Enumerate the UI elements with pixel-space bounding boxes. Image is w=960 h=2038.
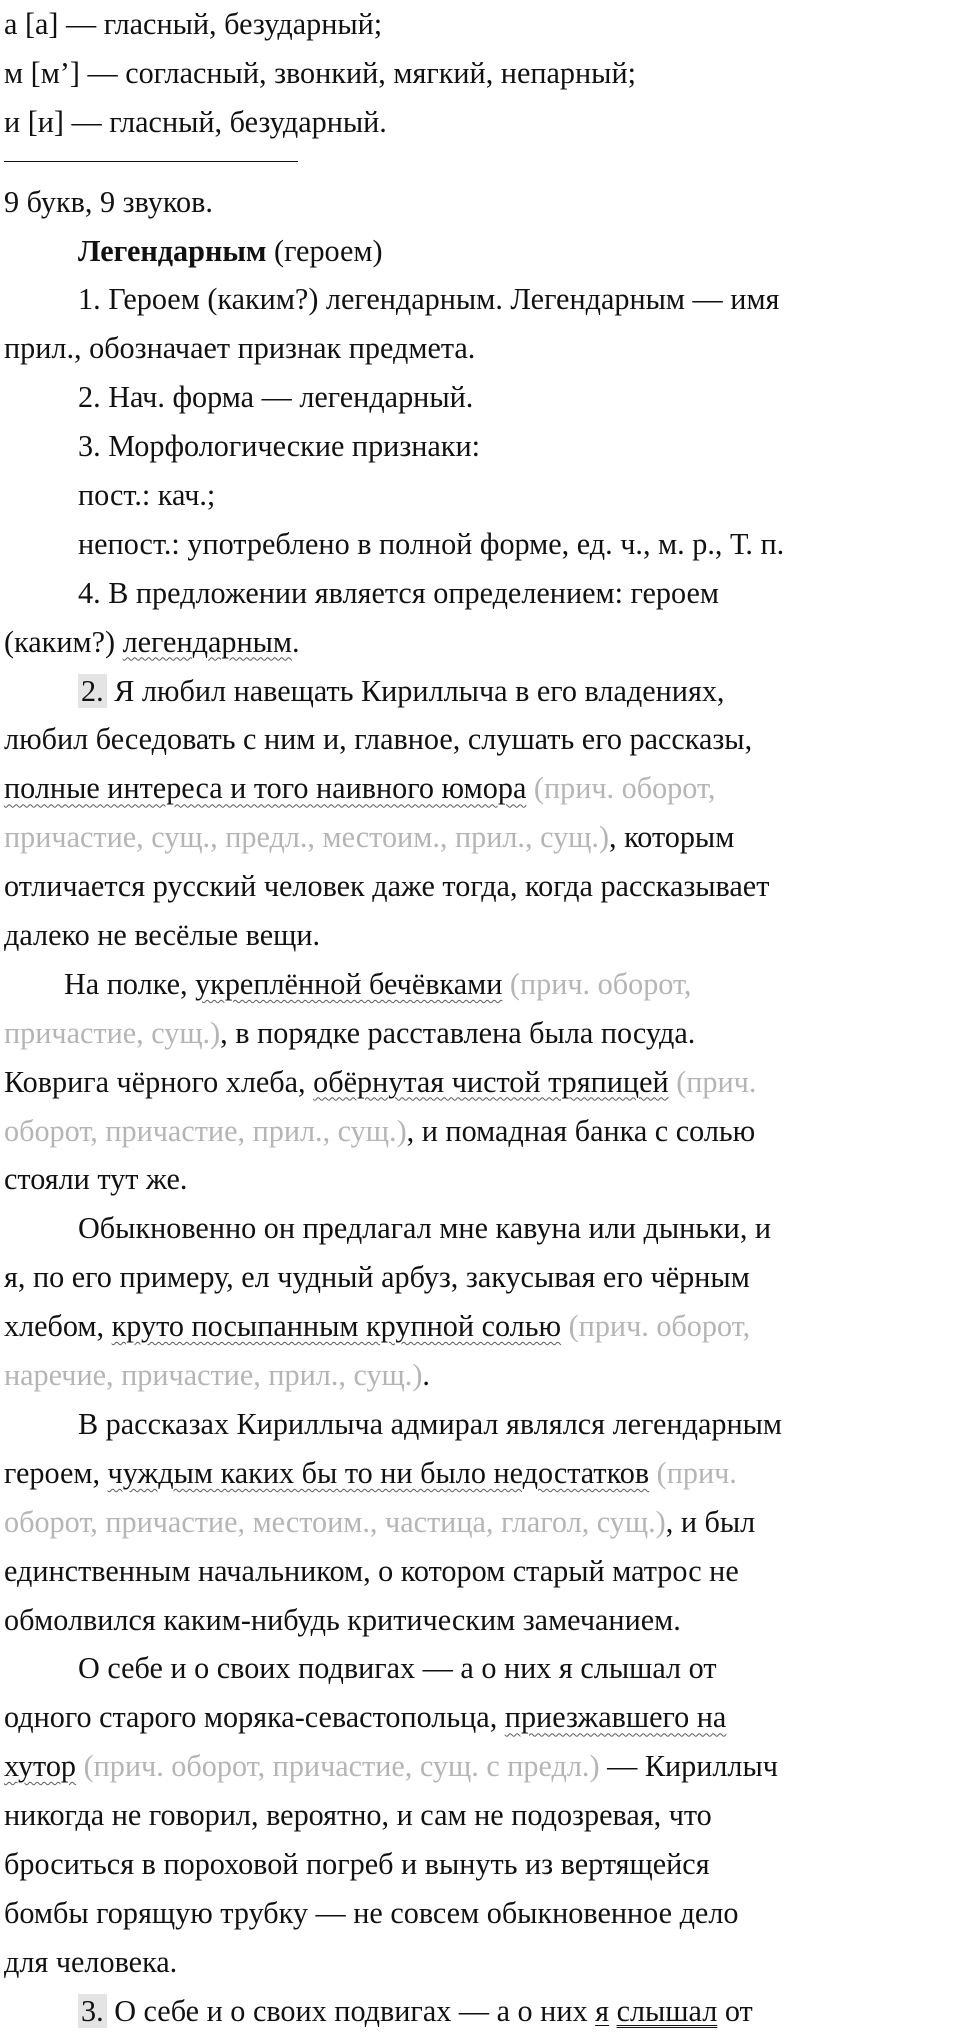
text xyxy=(609,1994,617,2028)
task3-line xyxy=(4,1987,954,2036)
grammar-note: наречие, причастие, прил., сущ.) xyxy=(4,1358,423,1393)
text: (каким?) xyxy=(4,624,123,659)
parse-step-1-cont: прил., обозначает признак предмета. xyxy=(4,331,476,366)
text: , которым xyxy=(609,820,735,855)
task2-p5-line: бомбы горящую трубку — не совсем обыкновенное дело xyxy=(4,1895,739,1930)
text: Коврига чёрного хлеба, xyxy=(4,1064,314,1099)
document-page xyxy=(4,0,954,2036)
text: . xyxy=(422,1358,430,1393)
task2-p1-line xyxy=(4,667,954,716)
task2-p1-line: далеко не весёлые вещи. xyxy=(4,918,321,953)
text: , и был xyxy=(665,1504,756,1539)
constant-features: пост.: кач.; xyxy=(78,478,216,513)
phonetic-analysis xyxy=(4,0,954,147)
task2-p5-line: О себе и о своих подвигах — а о них я слышал от xyxy=(78,1651,717,1686)
task2-p3-line: я, по его примеру, ел чудный арбуз, закусывая его чёрным xyxy=(4,1260,750,1295)
attribute-underlined: легендарным xyxy=(122,624,292,659)
subject-underlined: я xyxy=(595,1993,610,2028)
task-2 xyxy=(4,667,954,1987)
text: Я любил навещать Кириллыча в его владениях, xyxy=(106,673,725,708)
participle-phrase: чуждым каких бы то ни было недостатков xyxy=(107,1455,650,1490)
task2-p4-line: обмолвился каким-нибудь критическим замечанием. xyxy=(4,1602,681,1637)
grammar-note: (прич. оборот, причастие, сущ. с предл.) xyxy=(76,1749,600,1784)
text: . xyxy=(292,624,300,659)
participle-phrase: хутор xyxy=(4,1749,77,1784)
parse-step-4-cont xyxy=(4,618,954,667)
predicate-underlined: слышал xyxy=(616,1993,718,2028)
text: от xyxy=(717,1993,753,2028)
text: О себе и о своих подвигах — а о них xyxy=(106,1993,596,2028)
grammar-note: (прич. xyxy=(649,1455,737,1490)
task2-p4-line: В рассказах Кириллыча адмирал являлся легендарным xyxy=(78,1406,782,1441)
parse-step-2: 2. Нач. форма — легендарный. xyxy=(78,380,474,415)
task2-p2-line: стояли тут же. xyxy=(4,1162,188,1197)
task2-p5-line: для человека. xyxy=(4,1944,178,1979)
task2-p3-line xyxy=(4,1351,954,1400)
participle-phrase: приезжавшего на xyxy=(504,1700,727,1735)
phonetic-line: м [м’] — согласный, звонкий, мягкий, непарный; xyxy=(4,55,636,90)
grammar-note: причастие, сущ.) xyxy=(4,1015,221,1050)
task2-p1-line: любил беседовать с ним и, главное, слушать его рассказы, xyxy=(4,722,753,757)
text: героем, xyxy=(4,1455,108,1490)
text: одного старого моряка-севастопольца, xyxy=(4,1700,505,1735)
text: , и помадная банка с солью xyxy=(406,1113,756,1148)
phonetic-line: и [и] — гласный, безударный. xyxy=(4,104,387,139)
parsed-word: Легендарным xyxy=(78,233,267,268)
task2-p1-line xyxy=(4,813,954,862)
task2-p2-line xyxy=(4,960,954,1009)
task2-p4-line: единственным начальником, о котором старый матрос не xyxy=(4,1553,739,1588)
task2-p4-line xyxy=(4,1449,954,1498)
task2-p5-line xyxy=(4,1693,954,1742)
grammar-note: причастие, сущ., предл., местоим., прил., сущ.) xyxy=(4,820,610,855)
task2-p2-line xyxy=(4,1009,954,1058)
parse-step-3: 3. Морфологические признаки: xyxy=(78,429,481,464)
text: — Кириллыч xyxy=(599,1749,778,1784)
morphological-parse xyxy=(4,227,954,667)
task2-p5-line: броситься в пороховой погреб и вынуть из вертящейся xyxy=(4,1846,710,1881)
task2-p5-line xyxy=(4,1742,954,1791)
parsed-word-context: (героем) xyxy=(266,233,383,268)
grammar-note: (прич. оборот, xyxy=(561,1309,751,1344)
grammar-note: (прич. xyxy=(668,1064,757,1099)
task2-p1-line xyxy=(4,764,954,813)
grammar-note: оборот, причастие, местоим., частица, глагол, сущ.) xyxy=(4,1504,666,1539)
text: хлебом, xyxy=(4,1309,112,1344)
task-number: 3. xyxy=(78,1994,107,2028)
divider xyxy=(4,161,298,162)
participle-phrase: укреплённой бечёвками xyxy=(195,966,503,1001)
task2-p3-line xyxy=(4,1302,954,1351)
parse-step-4: 4. В предложении является определением: героем xyxy=(78,575,719,610)
parse-heading xyxy=(4,227,954,276)
parse-step-1: 1. Героем (каким?) легендарным. Легендарным — имя xyxy=(78,282,780,317)
phonetic-line: а [а] — гласный, безударный; xyxy=(4,7,383,41)
participle-phrase: круто посыпанным крупной солью xyxy=(111,1309,562,1344)
grammar-note: (прич. оборот, xyxy=(502,966,692,1001)
participle-phrase: обёрнутая чистой тряпицей xyxy=(313,1064,669,1099)
grammar-note: (прич. оборот, xyxy=(526,771,716,806)
text: На полке, xyxy=(64,966,196,1001)
variable-features: непост.: употреблено в полной форме, ед. ч., м. р., Т. п. xyxy=(78,526,785,561)
text: , в порядке расставлена была посуда. xyxy=(220,1015,696,1050)
task2-p2-line xyxy=(4,1107,954,1156)
task-number: 2. xyxy=(78,674,107,708)
task2-p3-line: Обыкновенно он предлагал мне кавуна или дыньки, и xyxy=(78,1211,772,1246)
task2-p5-line: никогда не говорил, вероятно, и сам не подозревая, что xyxy=(4,1798,712,1833)
task2-p4-line xyxy=(4,1498,954,1547)
participle-phrase: полные интереса и того наивного юмора xyxy=(4,771,527,806)
task2-p2-line xyxy=(4,1058,954,1107)
letter-sound-count: 9 букв, 9 звуков. xyxy=(4,184,213,219)
task2-p1-line: отличается русский человек даже тогда, когда рассказывает xyxy=(4,869,770,904)
task-3 xyxy=(4,1987,954,2036)
grammar-note: оборот, причастие, прил., сущ.) xyxy=(4,1113,407,1148)
